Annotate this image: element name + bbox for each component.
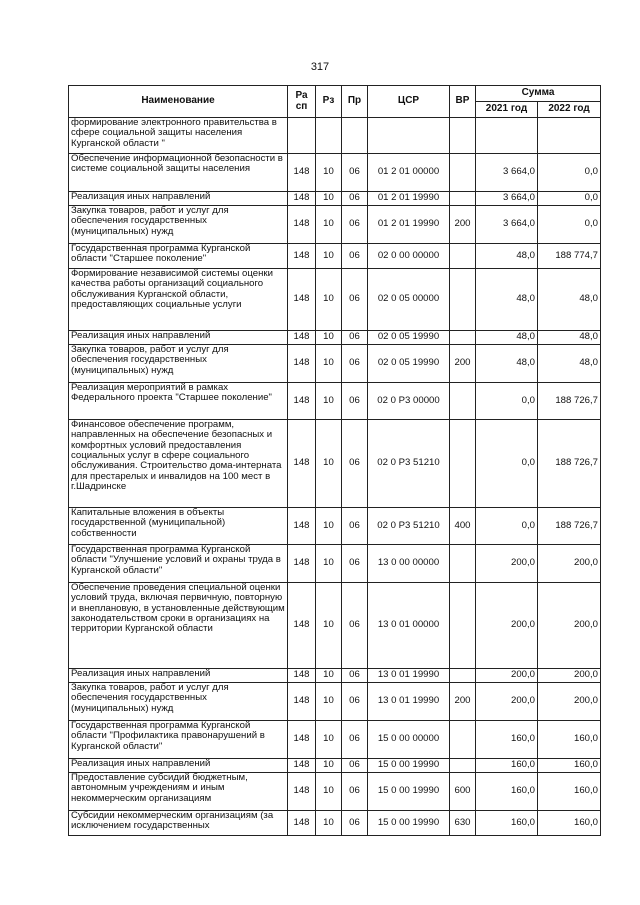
cell-name: Финансовое обеспечение программ, направленных на обеспечение безопасных и комфортных условий предоставления социальных услуг в сфере социального обслуживания. Строительство дома-интерната для престарелых и инвалидов на 100 мест в г.Шадринске (69, 420, 288, 508)
cell-vr (450, 383, 476, 420)
cell-2021: 200,0 (476, 683, 538, 721)
cell-rasp: 148 (288, 383, 316, 420)
col-header-sum: Сумма (476, 86, 601, 102)
cell-vr (450, 669, 476, 683)
cell-csr: 01 2 01 19990 (368, 206, 450, 244)
cell-vr (450, 420, 476, 508)
cell-rz (316, 118, 342, 154)
cell-vr (450, 759, 476, 773)
cell-csr: 15 0 00 19990 (368, 759, 450, 773)
cell-2022: 48,0 (538, 269, 601, 331)
cell-vr (450, 331, 476, 345)
cell-csr: 02 0 P3 00000 (368, 383, 450, 420)
cell-2022: 0,0 (538, 154, 601, 192)
cell-pr: 06 (342, 345, 368, 383)
cell-2022: 200,0 (538, 683, 601, 721)
cell-rasp: 148 (288, 244, 316, 269)
cell-pr: 06 (342, 154, 368, 192)
cell-name: формирование электронного правительства в сфере социальной защиты населения Курганской области " (69, 118, 288, 154)
table-row (69, 383, 601, 420)
cell-name: Формирование независимой системы оценки качества работы организаций социального обслуживания Курганской области, предоставляющих социальные услуги (69, 269, 288, 331)
cell-pr: 06 (342, 683, 368, 721)
cell-name: Реализация иных направлений (69, 331, 288, 345)
cell-name: Капитальные вложения в объекты государственной (муниципальной) собственности (69, 508, 288, 545)
cell-vr: 200 (450, 345, 476, 383)
cell-rasp: 148 (288, 583, 316, 669)
col-header-csr: ЦСР (368, 86, 450, 118)
table-row (69, 683, 601, 721)
cell-csr: 13 0 00 00000 (368, 545, 450, 583)
table-row (69, 773, 601, 811)
cell-2022: 0,0 (538, 206, 601, 244)
table-row (69, 244, 601, 269)
cell-csr: 02 0 05 19990 (368, 345, 450, 383)
cell-2022: 48,0 (538, 345, 601, 383)
cell-rz: 10 (316, 154, 342, 192)
cell-rz: 10 (316, 383, 342, 420)
cell-2021: 3 664,0 (476, 206, 538, 244)
cell-pr: 06 (342, 331, 368, 345)
cell-pr: 06 (342, 669, 368, 683)
cell-vr (450, 118, 476, 154)
cell-rasp: 148 (288, 331, 316, 345)
table-row (69, 269, 601, 331)
cell-csr: 02 0 P3 51210 (368, 420, 450, 508)
cell-vr: 600 (450, 773, 476, 811)
cell-pr: 06 (342, 508, 368, 545)
cell-2022: 188 774,7 (538, 244, 601, 269)
cell-pr: 06 (342, 811, 368, 836)
cell-pr: 06 (342, 721, 368, 759)
cell-name: Обеспечение проведения специальной оценки условий труда, включая первичную, повторную и внеплановую, в установленные действующим законодательством сроки в организациях на территории Курганской области (69, 583, 288, 669)
cell-rz: 10 (316, 345, 342, 383)
cell-rasp: 148 (288, 269, 316, 331)
cell-name: Закупка товаров, работ и услуг для обеспечения государственных (муниципальных) нужд (69, 206, 288, 244)
cell-vr: 630 (450, 811, 476, 836)
cell-csr: 02 0 05 00000 (368, 269, 450, 331)
cell-csr (368, 118, 450, 154)
cell-2022: 160,0 (538, 759, 601, 773)
table-row (69, 508, 601, 545)
cell-name: Реализация иных направлений (69, 669, 288, 683)
cell-rasp (288, 118, 316, 154)
cell-csr: 01 2 01 00000 (368, 154, 450, 192)
table-row (69, 420, 601, 508)
cell-rz: 10 (316, 192, 342, 206)
cell-2022: 200,0 (538, 583, 601, 669)
cell-csr: 15 0 00 19990 (368, 811, 450, 836)
cell-vr: 200 (450, 683, 476, 721)
cell-name: Государственная программа Курганской области "Старшее поколение" (69, 244, 288, 269)
cell-2021: 0,0 (476, 508, 538, 545)
cell-name: Реализация мероприятий в рамках Федерального проекта "Старшее поколение" (69, 383, 288, 420)
cell-rz: 10 (316, 420, 342, 508)
cell-vr: 400 (450, 508, 476, 545)
cell-rz: 10 (316, 773, 342, 811)
table-row (69, 721, 601, 759)
col-header-2022: 2022 год (538, 102, 601, 118)
cell-pr: 06 (342, 244, 368, 269)
cell-rz: 10 (316, 683, 342, 721)
cell-rasp: 148 (288, 669, 316, 683)
col-header-vr: ВР (450, 86, 476, 118)
cell-2022: 160,0 (538, 721, 601, 759)
cell-rasp: 148 (288, 206, 316, 244)
cell-rasp: 148 (288, 420, 316, 508)
cell-2022: 160,0 (538, 811, 601, 836)
col-header-2021: 2021 год (476, 102, 538, 118)
cell-rz: 10 (316, 583, 342, 669)
cell-2021: 3 664,0 (476, 192, 538, 206)
cell-vr (450, 154, 476, 192)
cell-rasp: 148 (288, 154, 316, 192)
cell-2022 (538, 118, 601, 154)
table-row (69, 811, 601, 836)
cell-name: Закупка товаров, работ и услуг для обеспечения государственных (муниципальных) нужд (69, 345, 288, 383)
cell-2021: 160,0 (476, 721, 538, 759)
cell-rz: 10 (316, 508, 342, 545)
table-row (69, 331, 601, 345)
cell-pr (342, 118, 368, 154)
cell-2022: 188 726,7 (538, 383, 601, 420)
cell-name: Государственная программа Курганской области "Профилактика правонарушений в Курганской области" (69, 721, 288, 759)
cell-2021: 48,0 (476, 331, 538, 345)
cell-2021: 160,0 (476, 773, 538, 811)
cell-pr: 06 (342, 773, 368, 811)
cell-2021: 200,0 (476, 669, 538, 683)
cell-rasp: 148 (288, 683, 316, 721)
cell-name: Субсидии некоммерческим организациям (за исключением государственных (69, 811, 288, 836)
cell-vr (450, 545, 476, 583)
cell-rasp: 148 (288, 345, 316, 383)
cell-2021: 48,0 (476, 345, 538, 383)
cell-csr: 15 0 00 00000 (368, 721, 450, 759)
cell-vr (450, 583, 476, 669)
table-row (69, 759, 601, 773)
cell-name: Закупка товаров, работ и услуг для обеспечения государственных (муниципальных) нужд (69, 683, 288, 721)
cell-2021: 3 664,0 (476, 154, 538, 192)
cell-pr: 06 (342, 583, 368, 669)
table-row (69, 669, 601, 683)
cell-2021: 200,0 (476, 545, 538, 583)
cell-vr (450, 721, 476, 759)
col-header-name: Наименование (69, 86, 288, 118)
cell-csr: 02 0 00 00000 (368, 244, 450, 269)
cell-2021: 0,0 (476, 383, 538, 420)
table-row (69, 545, 601, 583)
cell-2022: 48,0 (538, 331, 601, 345)
table-row (69, 118, 601, 154)
table-row (69, 583, 601, 669)
cell-rasp: 148 (288, 192, 316, 206)
cell-rz: 10 (316, 811, 342, 836)
cell-name: Государственная программа Курганской области "Улучшение условий и охраны труда в Курганской области" (69, 545, 288, 583)
cell-rasp: 148 (288, 759, 316, 773)
table-row (69, 192, 601, 206)
cell-2021: 0,0 (476, 420, 538, 508)
cell-csr: 02 0 05 19990 (368, 331, 450, 345)
cell-2022: 0,0 (538, 192, 601, 206)
cell-pr: 06 (342, 545, 368, 583)
cell-vr: 200 (450, 206, 476, 244)
cell-2022: 200,0 (538, 669, 601, 683)
cell-rz: 10 (316, 206, 342, 244)
col-header-rz: Рз (316, 86, 342, 118)
cell-2021: 48,0 (476, 269, 538, 331)
cell-csr: 13 0 01 19990 (368, 683, 450, 721)
cell-2021: 200,0 (476, 583, 538, 669)
cell-vr (450, 269, 476, 331)
cell-pr: 06 (342, 269, 368, 331)
cell-rz: 10 (316, 669, 342, 683)
cell-pr: 06 (342, 420, 368, 508)
cell-name: Реализация иных направлений (69, 192, 288, 206)
cell-rasp: 148 (288, 545, 316, 583)
cell-rz: 10 (316, 545, 342, 583)
table-row (69, 206, 601, 244)
cell-2022: 200,0 (538, 545, 601, 583)
cell-pr: 06 (342, 759, 368, 773)
cell-csr: 01 2 01 19990 (368, 192, 450, 206)
cell-pr: 06 (342, 192, 368, 206)
cell-rasp: 148 (288, 811, 316, 836)
cell-2022: 188 726,7 (538, 420, 601, 508)
cell-rasp: 148 (288, 773, 316, 811)
cell-2021: 160,0 (476, 811, 538, 836)
table-row (69, 154, 601, 192)
cell-rasp: 148 (288, 508, 316, 545)
cell-name: Реализация иных направлений (69, 759, 288, 773)
cell-2021: 48,0 (476, 244, 538, 269)
cell-rz: 10 (316, 331, 342, 345)
cell-vr (450, 192, 476, 206)
cell-rz: 10 (316, 269, 342, 331)
cell-pr: 06 (342, 206, 368, 244)
col-header-pr: Пр (342, 86, 368, 118)
col-header-rasp: Ра сп (288, 86, 316, 118)
cell-rz: 10 (316, 721, 342, 759)
page-number: 317 (310, 61, 330, 73)
cell-rz: 10 (316, 759, 342, 773)
cell-2022: 188 726,7 (538, 508, 601, 545)
cell-rz: 10 (316, 244, 342, 269)
cell-name: Обеспечение информационной безопасности в системе социальной защиты населения (69, 154, 288, 192)
cell-pr: 06 (342, 383, 368, 420)
cell-csr: 02 0 P3 51210 (368, 508, 450, 545)
cell-2021 (476, 118, 538, 154)
cell-name: Предоставление субсидий бюджетным, автономным учреждениям и иным некоммерческим организациям (69, 773, 288, 811)
cell-vr (450, 244, 476, 269)
cell-2021: 160,0 (476, 759, 538, 773)
cell-2022: 160,0 (538, 773, 601, 811)
table-row (69, 345, 601, 383)
cell-csr: 13 0 01 19990 (368, 669, 450, 683)
cell-rasp: 148 (288, 721, 316, 759)
budget-table (68, 85, 601, 836)
cell-csr: 13 0 01 00000 (368, 583, 450, 669)
cell-csr: 15 0 00 19990 (368, 773, 450, 811)
